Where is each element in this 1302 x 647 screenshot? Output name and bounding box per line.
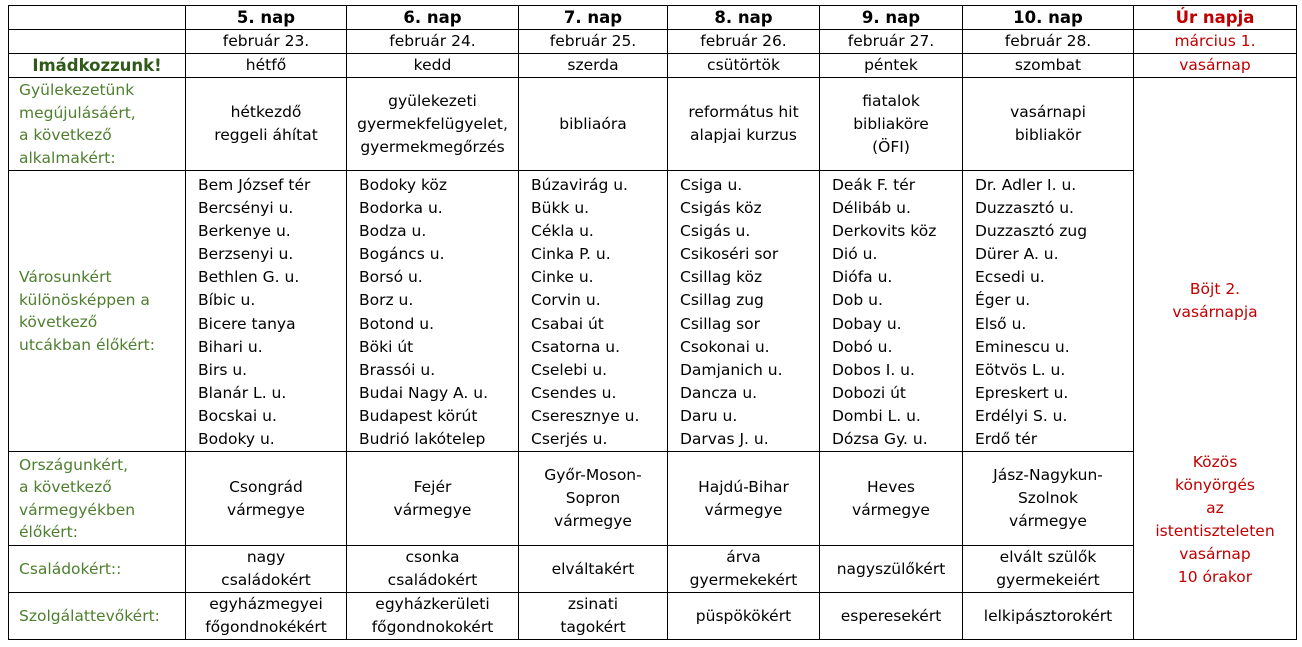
- street-name: Eötvös L. u.: [975, 360, 1066, 379]
- cell-line: bibliaóra: [559, 114, 627, 133]
- street-list-cell: [820, 171, 963, 452]
- street-name: Botond u.: [359, 314, 435, 333]
- street-name: Csatorna u.: [531, 337, 621, 356]
- day-header: 10. nap: [963, 6, 1134, 30]
- street-name: Ecsedi u.: [975, 268, 1045, 287]
- street-name: Csigás u.: [680, 222, 751, 241]
- street-name: Brassói u.: [359, 360, 436, 379]
- street-name: Cseresznye u.: [531, 406, 640, 425]
- street-name: Duzzasztó u.: [975, 199, 1074, 218]
- street-name: Csiga u.: [680, 176, 743, 194]
- cell-line: vármegye: [1009, 512, 1087, 531]
- street-name: Csokonai u.: [680, 337, 770, 356]
- street-name: Bicere tanya: [198, 314, 296, 333]
- cell-line: árva: [726, 548, 761, 567]
- servants-row: [9, 593, 1297, 640]
- cell-line: Országunkért,: [19, 455, 129, 474]
- street-name: Dürer A. u.: [975, 245, 1059, 264]
- sunday-prayer-line: istentiszteleten: [1155, 522, 1275, 540]
- prayer-topic-cell: [519, 78, 668, 171]
- cell-line: gyermekmegőrzés: [360, 137, 505, 156]
- cell-line: különösképpen a: [19, 290, 150, 309]
- cell-line: gyermekeiért: [996, 571, 1100, 590]
- street-name: Dobozi út: [832, 383, 907, 402]
- cell-line: vármegyékben: [19, 500, 136, 519]
- street-name: Búzavirág u.: [531, 176, 628, 194]
- street-name: Cinke u.: [531, 268, 594, 287]
- street-name: Cinka P. u.: [531, 245, 611, 264]
- weekday-header: hétfő: [186, 54, 347, 78]
- sunday-header: Úr napja: [1134, 6, 1297, 30]
- prayer-topic-cell: [519, 546, 668, 593]
- sunday-prayer-line: Közös: [1192, 453, 1238, 471]
- prayer-topic-cell: [347, 593, 519, 640]
- sunday-weekday: vasárnap: [1134, 54, 1297, 78]
- street-name: Daru u.: [680, 406, 738, 425]
- street-name: Dombi L. u.: [832, 406, 921, 425]
- street-name: Dió u.: [832, 245, 878, 264]
- street-name: Bíbic u.: [198, 291, 256, 310]
- date-header: február 28.: [963, 30, 1134, 54]
- cell-line: Sopron: [565, 489, 621, 508]
- sunday-prayer-line: az: [1206, 499, 1224, 517]
- street-name: Dobó u.: [832, 337, 893, 356]
- day-header: 8. nap: [668, 6, 820, 30]
- street-name: Böki út: [359, 337, 414, 356]
- street-name: Bem József tér: [198, 176, 311, 194]
- street-name: Diófa u.: [832, 268, 893, 287]
- street-name: Dobay u.: [832, 314, 902, 333]
- street-name: Bogáncs u.: [359, 245, 445, 264]
- cell-line: Gyülekezetünk: [19, 81, 135, 99]
- cell-line: fiatalok: [862, 91, 920, 110]
- prayer-topic-cell: [820, 452, 963, 546]
- date-header: február 23.: [186, 30, 347, 54]
- street-name: Budapest körút: [359, 406, 478, 425]
- cell-line: Szolnok: [1017, 489, 1079, 508]
- street-name: Bükk u.: [531, 199, 590, 218]
- cell-line: élőkért:: [19, 523, 78, 542]
- day-header: 5. nap: [186, 6, 347, 30]
- street-name: Derkovits köz: [832, 222, 937, 241]
- cell-line: főgondnokékért: [205, 618, 327, 637]
- street-name: Budai Nagy A. u.: [359, 383, 488, 402]
- prayer-topic-cell: [668, 593, 820, 640]
- street-name: Darvas J. u.: [680, 430, 769, 449]
- cell-line: tagokért: [560, 618, 626, 637]
- street-name: Birs u.: [198, 360, 248, 379]
- cell-line: megújulásáért,: [19, 103, 136, 122]
- prayer-topic-cell: [347, 546, 519, 593]
- row-label: [9, 171, 186, 452]
- day-header: 7. nap: [519, 6, 668, 30]
- prayer-topic-cell: [963, 546, 1134, 593]
- cell-line: a következő: [19, 478, 112, 497]
- street-name: Délibáb u.: [832, 199, 911, 218]
- sunday-prayer-line: könyörgés: [1175, 476, 1255, 494]
- cell-line: Jász-Nagykun-: [993, 466, 1103, 485]
- cell-line: vármegye: [393, 500, 472, 519]
- corner-cell: [9, 6, 186, 30]
- date-header: február 25.: [519, 30, 668, 54]
- pray-label: Imádkozzunk!: [9, 54, 186, 78]
- street-name: Erdélyi S. u.: [975, 406, 1068, 425]
- prayer-topic-cell: [820, 78, 963, 171]
- street-name: Éger u.: [975, 291, 1031, 310]
- street-name: Erdő tér: [975, 430, 1038, 449]
- cell-line: nagyszülőkért: [836, 559, 946, 578]
- corner-cell: [9, 30, 186, 54]
- cell-line: (ÖFI): [872, 137, 910, 156]
- cell-line: Heves: [867, 477, 915, 496]
- street-name: Bodoky köz: [359, 176, 448, 194]
- street-name: Budrió lakótelep: [359, 430, 486, 449]
- prayer-topic-cell: [820, 546, 963, 593]
- cell-line: vármegye: [227, 500, 305, 519]
- row-label: Családokért::: [9, 546, 186, 593]
- street-list-cell: [186, 171, 347, 452]
- cell-line: nagy: [246, 548, 286, 567]
- street-name: Borsó u.: [359, 268, 423, 287]
- cell-line: hétkezdő: [230, 103, 302, 121]
- cell-line: elvált szülők: [999, 548, 1097, 567]
- header-date-row: [9, 30, 1297, 54]
- cell-line: családokért: [387, 571, 478, 590]
- street-name: Cserjés u.: [531, 430, 608, 449]
- street-name: Első u.: [975, 314, 1027, 333]
- cell-line: gyülekezeti: [388, 91, 477, 110]
- cell-line: bibliakör: [1014, 126, 1082, 144]
- date-header: február 26.: [668, 30, 820, 54]
- prayer-topic-cell: [186, 546, 347, 593]
- cell-line: Városunkért: [19, 268, 112, 287]
- spacer-mid: [1134, 324, 1296, 451]
- cell-line: egyházmegyei: [209, 595, 323, 614]
- street-name: Bocskai u.: [198, 406, 277, 425]
- street-name: Bodorka u.: [359, 199, 443, 218]
- prayer-topic-cell: [820, 593, 963, 640]
- street-name: Csillag zug: [680, 291, 764, 310]
- street-name: Csendes u.: [531, 383, 617, 402]
- prayer-topic-cell: [347, 78, 519, 171]
- cell-line: gyermekfelügyelet,: [357, 114, 508, 133]
- spacer-top: [1134, 78, 1296, 278]
- cell-line: Fejér: [413, 477, 452, 496]
- day-header: 6. nap: [347, 6, 519, 30]
- cell-line: csonka: [405, 548, 460, 567]
- prayer-topic-cell: [186, 78, 347, 171]
- cell-line: zsinati: [567, 595, 619, 614]
- street-name: Dózsa Gy. u.: [832, 430, 928, 449]
- street-name: Csabai út: [531, 314, 604, 333]
- cell-line: Győr-Moson-: [544, 466, 642, 485]
- street-name: Blanár L. u.: [198, 383, 287, 402]
- prayer-topic-cell: [668, 452, 820, 546]
- cell-line: a következő: [19, 126, 112, 144]
- street-name: Cékla u.: [531, 222, 594, 241]
- cell-line: Hajdú-Bihar: [698, 477, 789, 496]
- street-name: Corvin u.: [531, 291, 601, 310]
- prayer-topic-cell: [186, 593, 347, 640]
- cell-line: esperesekért: [840, 606, 942, 625]
- congregation-row: [9, 78, 1297, 171]
- cell-line: püspökökért: [695, 606, 792, 625]
- street-name: Deák F. tér: [832, 176, 916, 194]
- row-label: [9, 78, 186, 171]
- header-day-row: [9, 6, 1297, 30]
- street-name: Dr. Adler I. u.: [975, 176, 1077, 194]
- street-name: Bodza u.: [359, 222, 427, 241]
- prayer-topic-cell: [519, 593, 668, 640]
- header-weekday-row: [9, 54, 1297, 78]
- street-list-cell: [668, 171, 820, 452]
- street-name: Epreskert u.: [975, 383, 1069, 402]
- cell-line: vármegye: [704, 500, 783, 519]
- date-header: február 27.: [820, 30, 963, 54]
- street-name: Eminescu u.: [975, 337, 1070, 356]
- street-name: Dancza u.: [680, 383, 758, 402]
- prayer-topic-cell: [668, 78, 820, 171]
- family-row: [9, 546, 1297, 593]
- prayer-topic-cell: [963, 593, 1134, 640]
- sunday-column-cell: [1134, 78, 1297, 640]
- street-name: Borz u.: [359, 291, 414, 310]
- cell-line: elváltakért: [551, 559, 635, 578]
- sunday-prayer-line: vasárnap: [1179, 545, 1251, 563]
- street-name: Berzsenyi u.: [198, 245, 294, 264]
- prayer-topic-cell: [668, 546, 820, 593]
- cell-line: alapjai kurzus: [690, 126, 797, 144]
- sunday-date: március 1.: [1134, 30, 1297, 54]
- cell-line: reggeli áhítat: [214, 126, 318, 144]
- weekday-header: csütörtök: [668, 54, 820, 78]
- country-row: [9, 452, 1297, 546]
- cell-line: vármegye: [554, 512, 632, 531]
- street-name: Csikoséri sor: [680, 245, 779, 264]
- street-name: Damjanich u.: [680, 360, 783, 379]
- street-name: Bihari u.: [198, 337, 263, 356]
- street-name: Bodoky u.: [198, 430, 275, 449]
- weekday-header: péntek: [820, 54, 963, 78]
- cell-line: főgondnokokért: [371, 618, 494, 637]
- day-header: 9. nap: [820, 6, 963, 30]
- prayer-topic-cell: [963, 452, 1134, 546]
- street-name: Bercsényi u.: [198, 199, 294, 218]
- street-name: Csigás köz: [680, 199, 762, 218]
- date-header: február 24.: [347, 30, 519, 54]
- cell-line: bibliaköre: [853, 114, 929, 133]
- cell-line: lelkipásztorokért: [983, 606, 1113, 625]
- cell-line: Csongrád: [229, 477, 303, 496]
- prayer-topic-cell: [519, 452, 668, 546]
- cell-line: vasárnapi: [1010, 103, 1086, 121]
- prayer-schedule-table: [8, 5, 1297, 640]
- street-name: Bethlen G. u.: [198, 268, 300, 287]
- cell-line: családokért: [221, 571, 311, 590]
- cell-line: alkalmakért:: [19, 148, 116, 167]
- prayer-topic-cell: [963, 78, 1134, 171]
- street-name: Duzzasztó zug: [975, 222, 1088, 241]
- cell-line: gyermekekért: [689, 571, 798, 590]
- street-list-cell: [963, 171, 1134, 452]
- prayer-topic-cell: [186, 452, 347, 546]
- street-name: Csillag sor: [680, 314, 761, 333]
- sunday-prayer-line: 10 órakor: [1177, 568, 1253, 586]
- sunday-lent-line: vasárnapja: [1172, 303, 1258, 321]
- street-list-cell: [519, 171, 668, 452]
- street-name: Dobos I. u.: [832, 360, 915, 379]
- cell-line: vármegye: [852, 500, 930, 519]
- street-list-cell: [347, 171, 519, 452]
- cell-line: református hit: [688, 103, 799, 121]
- weekday-header: szerda: [519, 54, 668, 78]
- prayer-topic-cell: [347, 452, 519, 546]
- street-name: Dob u.: [832, 291, 883, 310]
- street-name: Csillag köz: [680, 268, 763, 287]
- street-name: Berkenye u.: [198, 222, 291, 241]
- cell-line: egyházkerületi: [375, 595, 490, 614]
- street-name: Cselebi u.: [531, 360, 608, 379]
- cell-line: utcákban élőkért:: [19, 335, 155, 354]
- weekday-header: szombat: [963, 54, 1134, 78]
- row-label: [9, 452, 186, 546]
- row-label: Szolgálattevőkért:: [9, 593, 186, 640]
- city-row: [9, 171, 1297, 452]
- sunday-lent-line: Böjt 2.: [1189, 280, 1241, 298]
- weekday-header: kedd: [347, 54, 519, 78]
- cell-line: következő: [19, 313, 98, 332]
